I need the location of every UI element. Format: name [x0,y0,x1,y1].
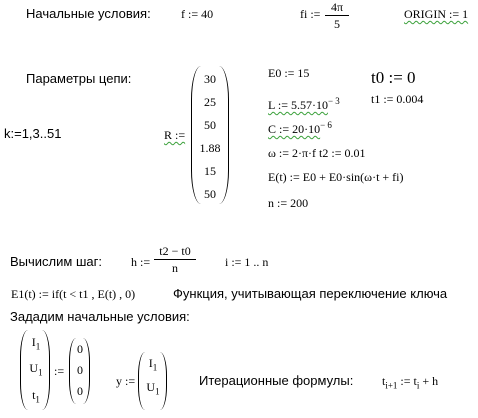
origin-definition[interactable] [404,7,468,22]
r-lhs[interactable] [164,128,185,143]
c-text: C := 20·10 [268,122,321,136]
h-denominator: n [172,261,178,275]
state-var: U [29,361,39,376]
c-definition[interactable] [268,120,332,137]
t-rhs: := t [400,374,417,388]
state-item [32,388,40,404]
state-item [32,335,41,351]
y-sub: 1 [152,362,158,373]
initial-conditions-label: Начальные условия: [26,6,151,21]
zero-value: 0 [77,363,83,377]
l-definition[interactable] [268,96,340,113]
e0-definition[interactable]: E0 := 15 [268,66,310,80]
y-item [149,356,158,372]
omega-definition[interactable]: ω := 2·π·f t2 := 0.01 [268,146,366,160]
state-var: I [31,335,36,349]
n-definition[interactable]: n := 200 [268,196,309,210]
assign-operator: := [54,364,65,378]
fraction-bar [154,259,196,260]
l-exponent: − 3 [327,96,340,106]
iteration-formula[interactable] [382,374,438,390]
zero-value: 0 [77,342,83,356]
t1-definition[interactable]: t1 := 0.004 [371,92,424,106]
r-value: 1.88 [199,141,221,155]
r-lhs-text: R := [164,128,186,142]
state-sub: 1 [35,394,40,405]
r-value: 25 [204,95,216,109]
origin-text: ORIGIN := 1 [404,7,469,21]
fi-lhs[interactable]: fi := [300,7,321,21]
l-text: L := 5.57·10 [268,98,328,112]
fraction-bar [325,15,349,16]
fi-numerator: 4π [330,0,344,14]
f-definition[interactable]: f := 40 [181,7,214,21]
r-vector[interactable] [196,72,224,202]
et-definition[interactable]: E(t) := E0 + E0·sin(ω·t + fi) [268,170,404,184]
t-tail: + h [422,374,439,388]
h-numerator: t2 − t0 [159,244,191,258]
y-vector[interactable] [143,356,163,397]
fi-fraction[interactable] [325,0,349,31]
step-label: Вычислим шаг: [10,254,102,269]
i-range-definition[interactable]: i := 1 .. n [225,255,269,269]
init-conditions-label: Зададим начальные условия: [10,309,190,324]
iteration-label: Итерационные формулы: [199,373,354,388]
t-lhs-sub: i+1 [385,380,398,391]
e1-comment: Функция, учитывающая переключение ключа [173,286,448,301]
zero-value: 0 [77,384,83,398]
state-vector[interactable] [26,335,46,404]
t-rhs-sub: i [416,380,420,391]
k-range-definition[interactable]: k:=1,3..51 [4,126,62,141]
y-sub: 1 [155,386,160,397]
t-lhs: t [382,374,386,388]
r-value: 50 [204,187,216,201]
h-lhs[interactable]: h := [131,255,151,269]
state-var: t [32,387,36,402]
e1-definition[interactable]: E1(t) := if(t < t1 , E(t) , 0) [11,287,136,301]
y-item [146,380,159,396]
h-fraction[interactable] [154,244,196,275]
fi-denominator: 5 [334,17,340,31]
t0-definition[interactable]: t0 := 0 [371,68,416,87]
c-exponent: − 6 [320,120,332,130]
zero-vector[interactable] [73,342,87,399]
circuit-params-label: Параметры цепи: [26,71,132,86]
state-sub: 1 [38,367,43,378]
r-value: 50 [204,118,216,132]
state-sub: 1 [35,341,41,352]
y-var: U [146,380,156,395]
state-item [29,361,42,377]
y-var: I [148,356,153,370]
y-lhs[interactable]: y := [116,374,136,388]
r-value: 15 [204,164,216,178]
r-value: 30 [204,72,216,86]
